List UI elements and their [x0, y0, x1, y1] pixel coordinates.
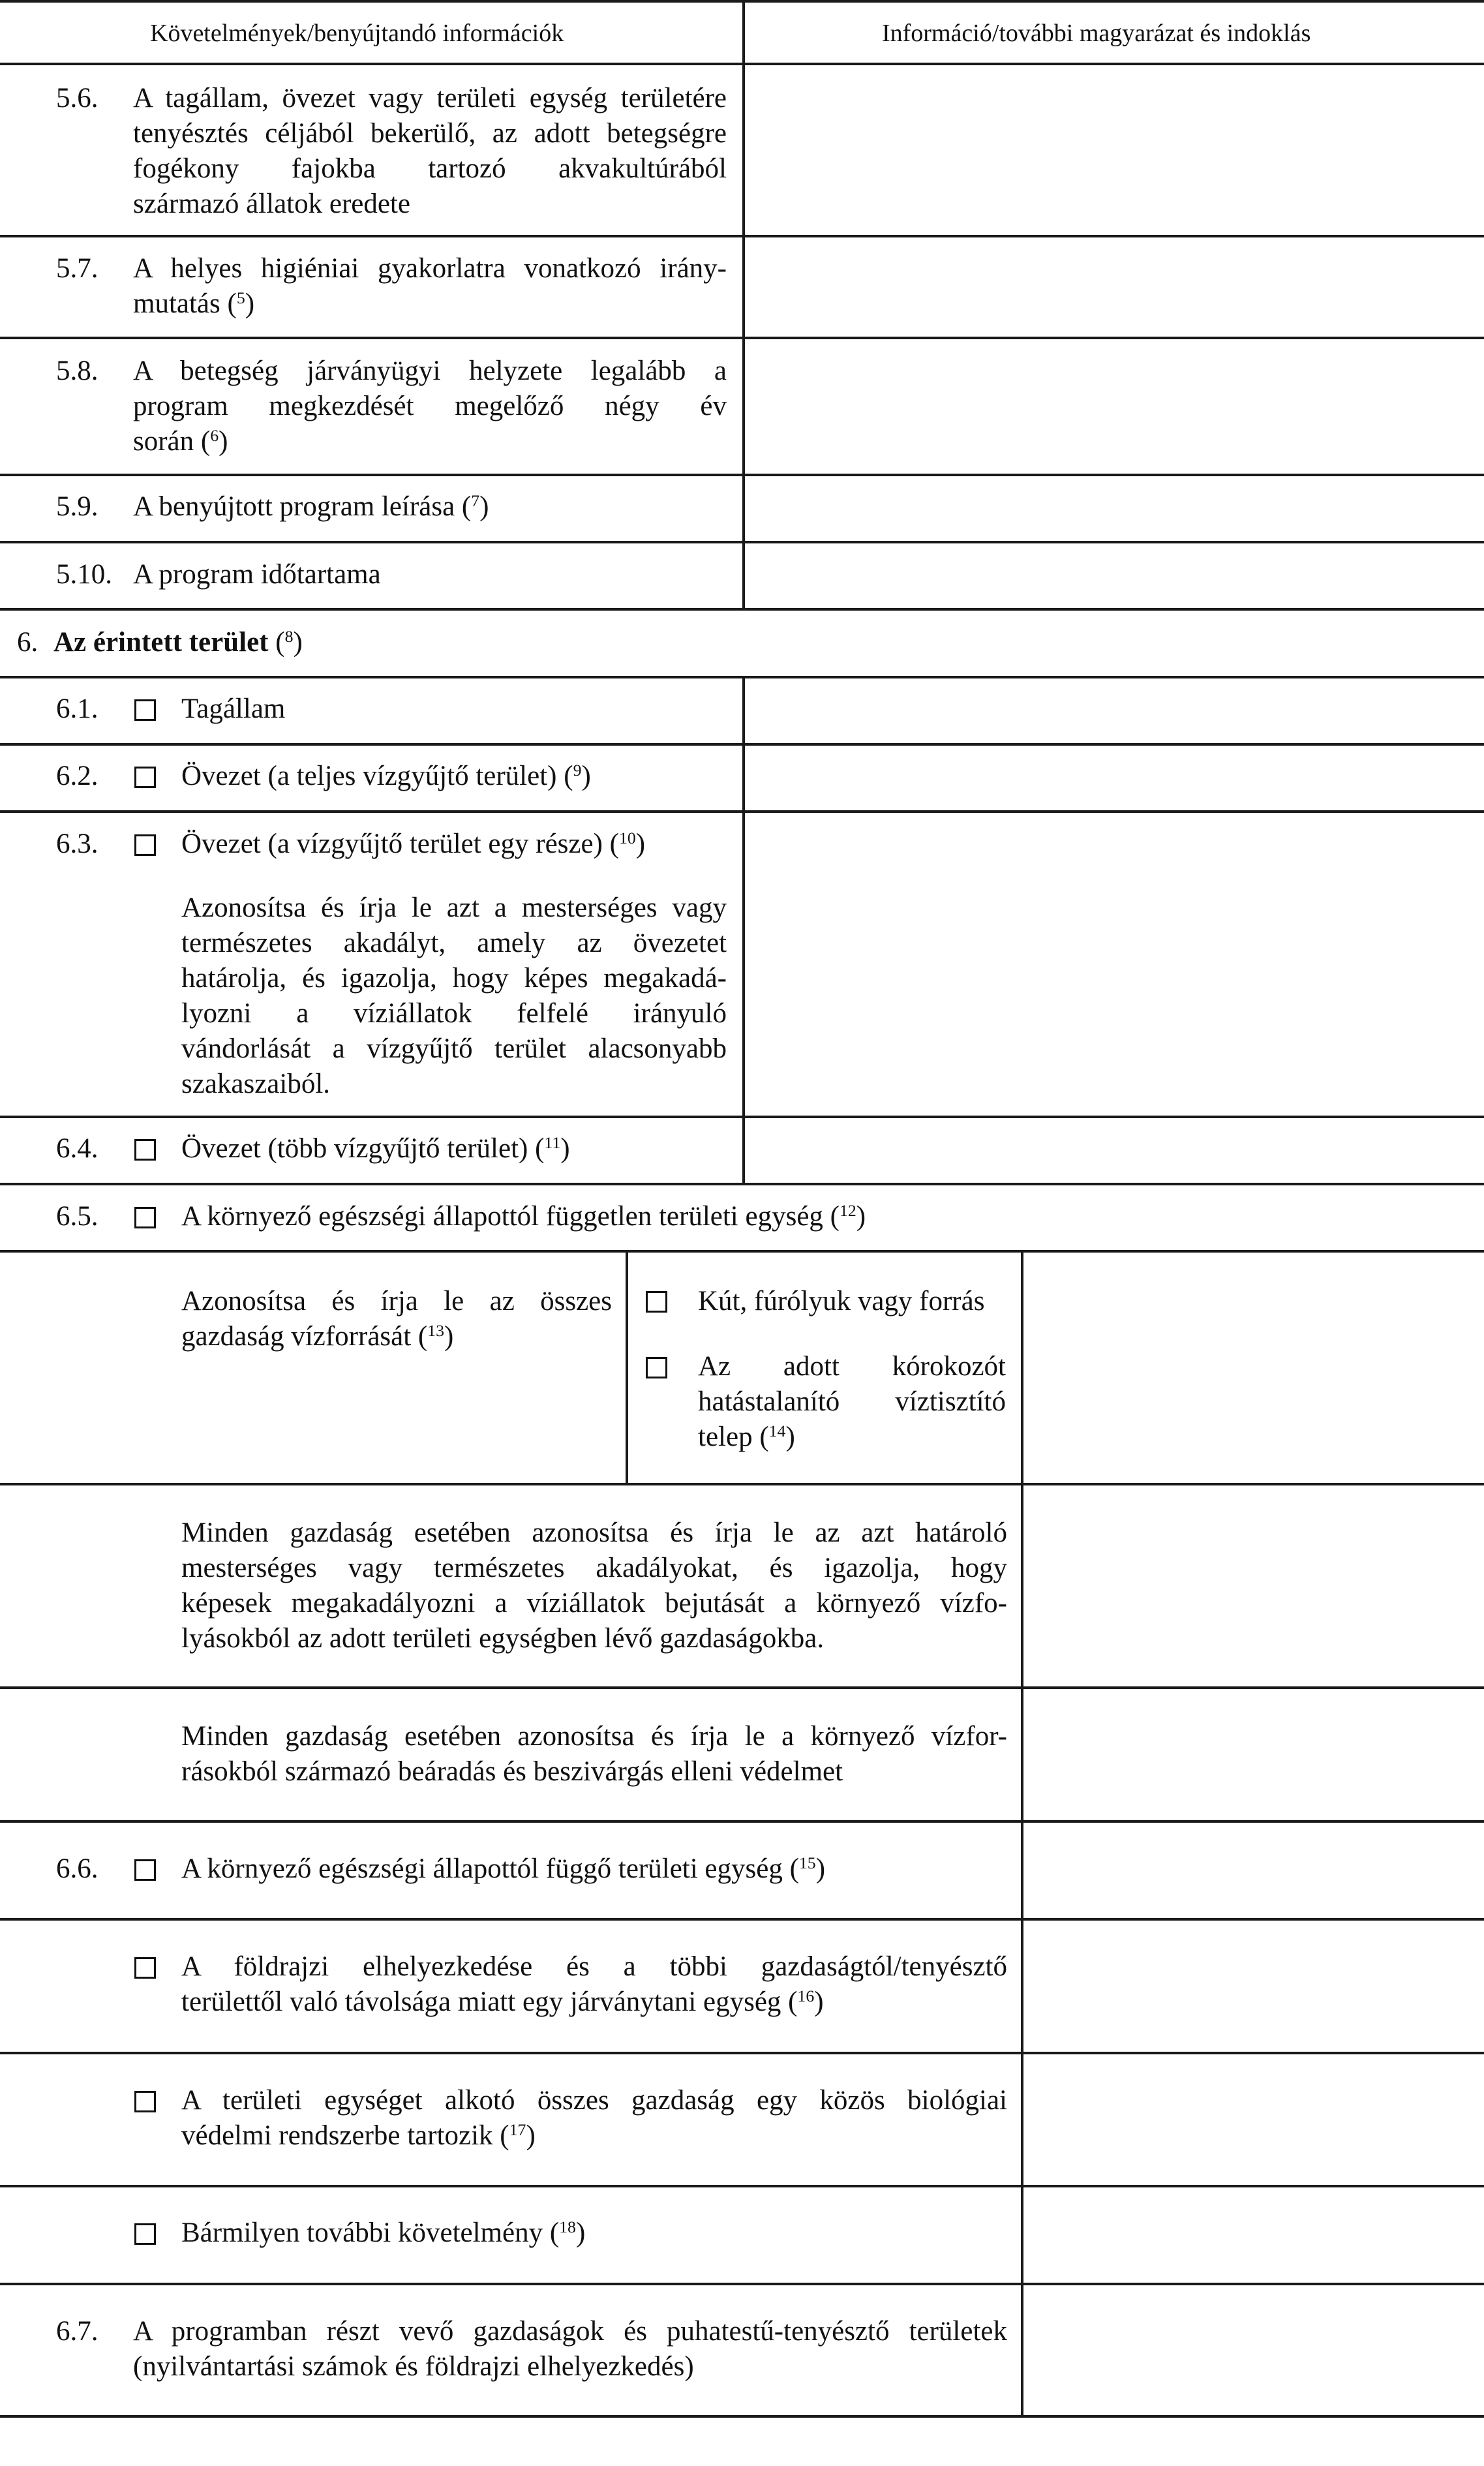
item-6-6-text: A környező egészségi állapottól függő területi egység ($^{15}$)	[181, 1853, 826, 1884]
item-5-8-text: A betegség járványügyi helyzete legalább a program megkezdését megelőző négy év során ($^6$)	[133, 356, 727, 457]
footnote-ref-16: 16	[797, 1986, 815, 2005]
footnote-ref-13: 13	[427, 1320, 445, 1340]
section-6-number: 6.	[17, 627, 38, 658]
footnote-ref-7: 7	[471, 491, 480, 510]
item-5-9-text: A benyújtott program leírása ($^7$)	[133, 491, 489, 522]
header-information: Információ/további magyarázat és indoklás	[882, 20, 1311, 47]
response-cell-6-3[interactable]	[745, 813, 1484, 1116]
footnote-ref-15: 15	[798, 1853, 816, 1872]
footnote-ref-17: 17	[509, 2120, 526, 2139]
checkbox-purification-plant[interactable]	[646, 1357, 667, 1378]
response-cell-6-4[interactable]	[745, 1118, 1484, 1183]
item-6-4-text: Övezet (több vízgyűjtő terület) ($^{11}$)	[181, 1133, 570, 1164]
footnote-ref-5: 5	[236, 288, 245, 307]
item-6-3-number: 6.3.	[56, 829, 98, 859]
checkbox-6-4[interactable]	[134, 1139, 156, 1161]
item-6-5-number: 6.5.	[56, 1201, 98, 1232]
option-purification-plant-text: Az adott kórokozót hatástalanító víztisztító telep ($^{14}$)	[698, 1351, 1006, 1452]
item-6-2-text: Övezet (a teljes vízgyűjtő terület) ($^9$)	[181, 760, 591, 791]
item-5-6-text: A tagállam, övezet vagy területi egység területére tenyésztés céljából bekerülő, az adott betegségre fogékony fajokba tartozó akvakultúrából származó állatok eredete	[133, 83, 727, 219]
footnote-ref-11: 11	[544, 1133, 561, 1152]
item-6-3-text: Övezet (a vízgyűjtő terület egy része) ($^{10}$)	[181, 828, 646, 859]
footnote-ref-8: 8	[284, 626, 294, 646]
checkbox-6-3[interactable]	[134, 834, 156, 856]
item-5-7-number: 5.7.	[56, 253, 98, 284]
response-cell-6-6-opt1[interactable]	[1023, 1921, 1484, 2052]
response-cell-5-8[interactable]	[745, 339, 1484, 474]
response-cell-5-10[interactable]	[745, 543, 1484, 608]
header-requirements: Követelmények/benyújtandó információk	[150, 20, 564, 47]
item-6-5-protection: Minden gazdaság esetében azonosítsa és írja le a környező vízfor- rásokból származó beáradás és beszivárgás elleni védelmet	[181, 1721, 1007, 1787]
checkbox-6-6[interactable]	[134, 1859, 156, 1881]
checkbox-6-5[interactable]	[134, 1207, 156, 1228]
item-6-5-water-source: Azonosítsa és írja le az összes gazdaság vízforrását ($^{13}$)	[181, 1286, 612, 1352]
checkbox-6-1[interactable]	[134, 699, 156, 721]
option-biosecurity-system-text: A területi egységet alkotó összes gazdaság egy közös biológiai védelmi rendszerbe tartozik ($^{17}$)	[181, 2085, 1007, 2151]
option-epidemiological-unit-text: A földrajzi elhelyezkedése és a többi gazdaságtól/tenyésztő területtől való távolsága miatt egy járványtani egység ($^{16}$)	[181, 1951, 1007, 2017]
item-6-5-text: A környező egészségi állapottól független területi egység ($^{12}$)	[181, 1200, 866, 1232]
response-cell-5-6[interactable]	[745, 65, 1484, 235]
checkbox-biosecurity-system[interactable]	[134, 2091, 156, 2112]
response-cell-6-5-barriers[interactable]	[1023, 1485, 1484, 1686]
footnote-ref-9: 9	[573, 760, 582, 780]
section-6-title: Az érintett terület ($^8$)	[53, 626, 303, 658]
item-6-1-number: 6.1.	[56, 693, 98, 724]
item-5-8-number: 5.8.	[56, 356, 98, 386]
footnote-ref-10: 10	[618, 828, 636, 847]
response-cell-6-2[interactable]	[745, 746, 1484, 810]
option-additional-requirement-text: Bármilyen további követelmény ($^{18}$)	[181, 2217, 586, 2248]
option-well-text: Kút, fúrólyuk vagy forrás	[698, 1286, 985, 1317]
response-cell-5-9[interactable]	[745, 476, 1484, 541]
response-cell-6-6-opt2[interactable]	[1023, 2054, 1484, 2185]
item-6-6-number: 6.6.	[56, 1853, 98, 1884]
item-5-7-text: A helyes higiéniai gyakorlatra vonatkozó irány- mutatás ($^5$)	[133, 253, 727, 319]
response-cell-6-5-protection[interactable]	[1023, 1689, 1484, 1820]
item-5-10-number: 5.10.	[56, 559, 112, 590]
item-6-1-text: Tagállam	[181, 693, 286, 724]
response-cell-6-7[interactable]	[1023, 2285, 1484, 2415]
response-cell-5-7[interactable]	[745, 237, 1484, 337]
item-6-2-number: 6.2.	[56, 761, 98, 791]
item-6-7-text: A programban részt vevő gazdaságok és puhatestű-tenyésztő területek (nyilvántartási számok és földrajzi elhelyezkedés)	[133, 2316, 1007, 2382]
footnote-ref-6: 6	[210, 425, 219, 445]
response-cell-6-5-water[interactable]	[1023, 1253, 1484, 1483]
rule-6-7	[0, 2415, 1484, 2418]
item-5-9-number: 5.9.	[56, 491, 98, 522]
checkbox-additional-requirement[interactable]	[134, 2223, 156, 2245]
item-5-10-text: A program időtartama	[133, 559, 381, 590]
item-6-4-number: 6.4.	[56, 1133, 98, 1164]
col-divider-water	[626, 1250, 628, 1485]
rule-6-5-protect	[0, 1820, 1484, 1823]
item-6-3-description: Azonosítsa és írja le azt a mesterséges vagy természetes akadályt, amely az övezetet határolja, és igazolja, hogy képes megakadá- lyozni a víziállatok felfelé irányuló vándorlását a vízgyűjtő terület alacsonyabb szakaszaiból.	[181, 892, 727, 1099]
response-cell-6-6-opt3[interactable]	[1023, 2187, 1484, 2283]
footnote-ref-18: 18	[559, 2217, 576, 2236]
item-6-5-barriers: Minden gazdaság esetében azonosítsa és írja le az azt határoló mesterséges vagy természetes akadályokat, és igazolja, hogy képesek megakadályozni a víziállatok bejutását a környező vízfo- lyásokból az adott területi egységben lévő gazdaságokba.	[181, 1517, 1007, 1654]
footnote-ref-12: 12	[839, 1200, 856, 1220]
checkbox-epidemiological-unit[interactable]	[134, 1957, 156, 1979]
item-6-7-number: 6.7.	[56, 2316, 98, 2347]
item-5-6-number: 5.6.	[56, 83, 98, 114]
footnote-ref-14: 14	[768, 1421, 786, 1440]
checkbox-6-2[interactable]	[134, 767, 156, 788]
checkbox-well[interactable]	[646, 1291, 667, 1313]
response-cell-6-1[interactable]	[745, 678, 1484, 743]
